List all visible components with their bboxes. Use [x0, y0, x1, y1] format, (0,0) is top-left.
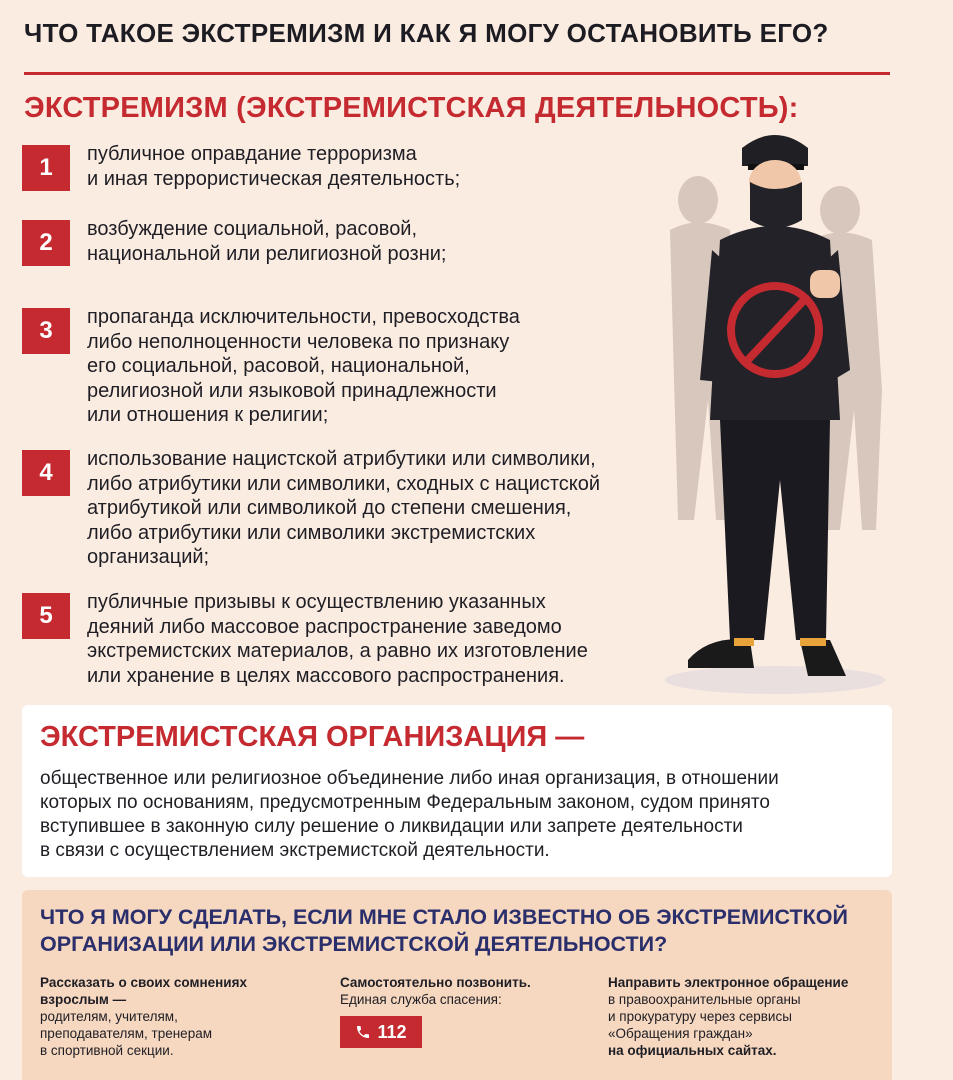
organization-definition: общественное или религиозное объединение либо иная организация, в отношении которых по основаниям, предусмотренным Федеральным законом, судом принято вступившее в законную силу решение о ликвидации или запрете деятельности в связи с осуществлением экстремистской деятельности. [40, 768, 779, 861]
phone-icon [355, 1024, 371, 1040]
section-title: ЭКСТРЕМИЗМ (ЭКСТРЕМИСТСКАЯ ДЕЯТЕЛЬНОСТЬ): [24, 92, 799, 124]
item-number: 4 [22, 450, 70, 496]
help-option-online-text: в правоохранительные органы и прокуратуру через сервисы «Обращения граждан» [608, 992, 801, 1041]
emergency-phone-badge[interactable] [340, 1016, 422, 1048]
help-option-adults-heading: Рассказать о своих сомнениях взрослым — [40, 975, 247, 1007]
help-option-online-heading: Направить электронное обращение [608, 975, 849, 990]
item-number: 2 [22, 220, 70, 266]
title-divider [24, 72, 890, 75]
item-text: публичное оправдание терроризма и иная террористическая деятельность; [87, 143, 461, 190]
help-option-call-heading: Самостоятельно позвонить. [340, 975, 531, 990]
page-title: ЧТО ТАКОЕ ЭКСТРЕМИЗМ И КАК Я МОГУ ОСТАНОВИТЬ ЕГО? [24, 18, 829, 48]
organization-box [22, 705, 892, 877]
help-option-online [608, 974, 888, 1059]
masked-person-illustration [650, 120, 900, 700]
help-option-adults [40, 974, 310, 1059]
item-number: 3 [22, 308, 70, 354]
item-number: 5 [22, 593, 70, 639]
help-option-online-footer: на официальных сайтах. [608, 1043, 777, 1058]
item-text: возбуждение социальной, расовой, национальной или религиозной розни; [87, 218, 447, 265]
emergency-phone-number: 112 [377, 1021, 407, 1042]
help-option-call-text: Единая служба спасения: [340, 992, 502, 1007]
item-text: использование нацистской атрибутики или символики, либо атрибутики или символики, сходных с нацистской атрибутикой или символикой до степени смешения, либо атрибутики или символики экстремистских организаций; [87, 448, 601, 568]
help-option-call [340, 974, 580, 1042]
item-number: 1 [22, 145, 70, 191]
item-text: публичные призывы к осуществлению указанных деяний либо массовое распространение заведомо экстремистских материалов, а равно их изготовление или хранение в целях массового распространения. [87, 591, 588, 687]
help-title: ЧТО Я МОГУ СДЕЛАТЬ, ЕСЛИ МНЕ СТАЛО ИЗВЕСТНО ОБ ЭКСТРЕМИСТКОЙ ОРГАНИЗАЦИИ ИЛИ ЭКСТРЕМИСТСКОЙ ДЕЯТЕЛЬНОСТИ? [40, 905, 848, 956]
organization-title: ЭКСТРЕМИСТСКАЯ ОРГАНИЗАЦИЯ — [40, 721, 585, 753]
item-text: пропаганда исключительности, превосходства либо неполноценности человека по признаку его социальной, расовой, национальной, религиозной или языковой принадлежности или отношения к религии; [87, 306, 520, 426]
help-box [22, 890, 892, 1080]
help-option-adults-text: родителям, учителям, преподавателям, тренерам в спортивной секции. [40, 1009, 212, 1058]
